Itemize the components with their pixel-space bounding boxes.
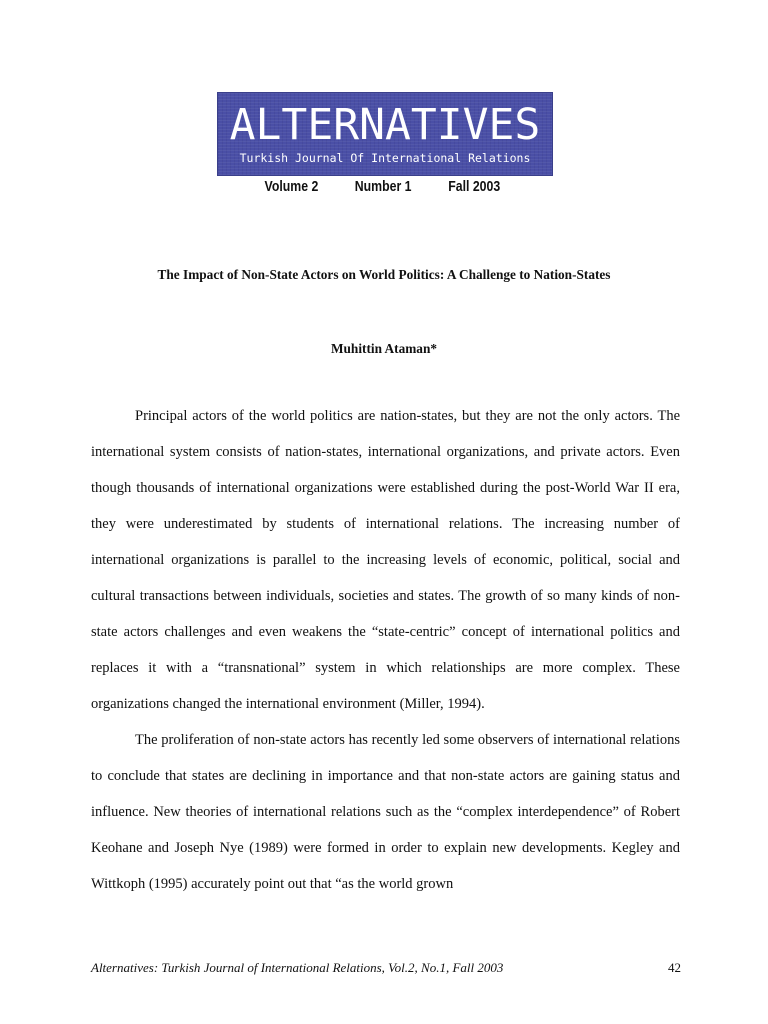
page-footer <box>91 960 681 980</box>
article-body <box>91 398 680 902</box>
article-title: The Impact of Non-State Actors on World Politics: A Challenge to Nation-States <box>157 267 611 282</box>
page-number: 42 <box>668 960 681 975</box>
issue-season: Fall 2003 <box>448 178 501 195</box>
body-paragraph: Principal actors of the world politics are nation-states, but they are not the only actors. The international system consists of nation-states, international organizations, and private actors. Even though thousands of international organizations were established during the post-World War II era, they were underestimated by students of international relations. The increasing number of international organizations is parallel to the increasing levels of economic, political, social and cultural transactions between individuals, societies and states. The growth of so many kinds of non-state actors challenges and even weakens the “state-centric” concept of international politics and replaces it with a “transnational” system in which relationships are more complex. These organizations changed the international environment (Miller, 1994). <box>91 408 680 712</box>
masthead-title: ALTERNATIVES <box>229 100 541 150</box>
journal-masthead-logo <box>217 92 553 176</box>
masthead-subtitle: Turkish Journal Of International Relations <box>239 151 531 165</box>
article-author: Muhittin Ataman* <box>330 341 438 356</box>
issue-info <box>217 176 501 198</box>
issue-volume: Volume 2 <box>264 178 319 195</box>
footer-citation: Alternatives: Turkish Journal of International Relations, Vol.2, No.1, Fall 2003 <box>91 960 504 975</box>
issue-number: Number 1 <box>354 178 412 195</box>
body-paragraph: The proliferation of non-state actors has recently led some observers of international relations to conclude that states are declining in importance and that non-state actors are gaining status and influence. New theories of international relations such as the “complex interdependence” of Robert Keohane and Joseph Nye (1989) were formed in order to explain new developments. Kegley and Wittkoph (1995) accurately point out that “as the world grown <box>91 732 680 892</box>
